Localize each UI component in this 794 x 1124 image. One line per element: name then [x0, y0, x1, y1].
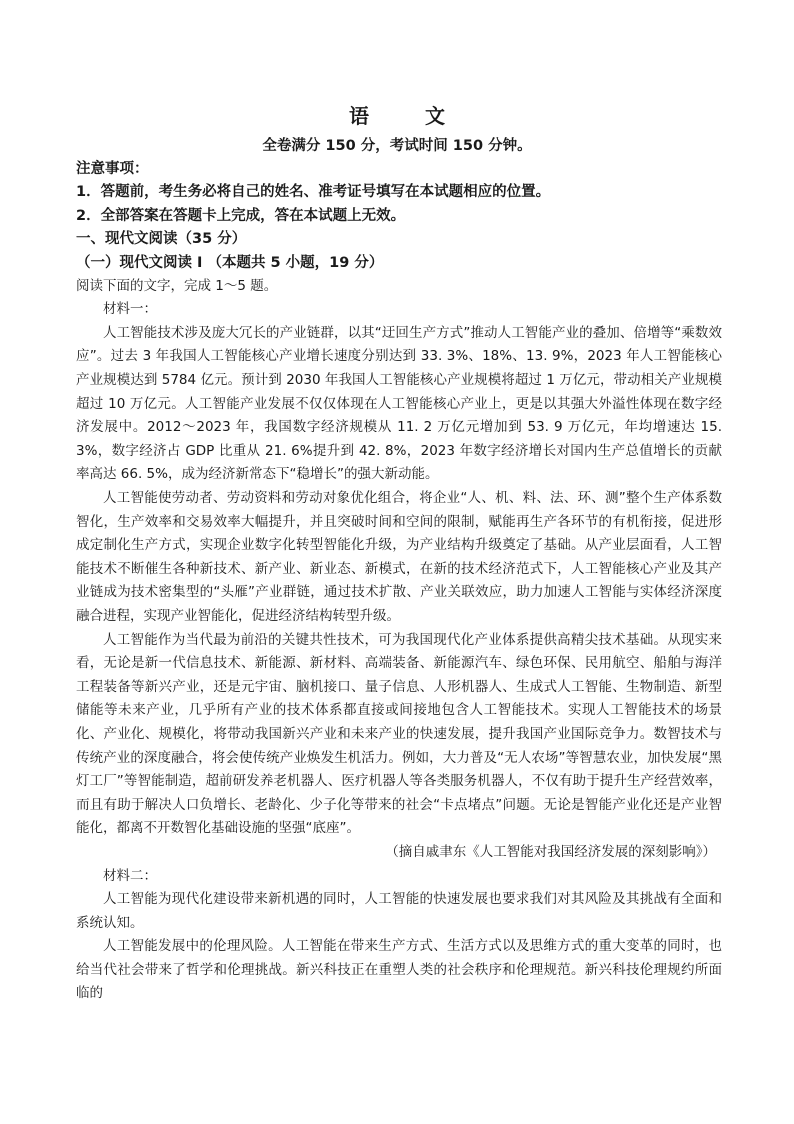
notice-heading: 注意事项：	[76, 161, 149, 177]
exam-body	[76, 158, 722, 1006]
material1-label: 材料一：	[103, 301, 157, 318]
material1-paragraph-1: 人工智能技术涉及庞大冗长的产业链群，以其“迂回生产方式”推动人工智能产业的叠加、倍增等“乘数效应”。过去 3 年我国人工智能核心产业增长速度分别达到 33. 3%、18%、13. 9%，2023 年人工智能核心产业规模达到 5784 亿元。预计到 2030 年我国人工智能核心产业规模将超过 1 万亿元，带动相关产业规模超过 10 万亿元。人工智能产业发展不仅仅体现在人工智能核心产业上，更是以其强大外溢性体现在数字经济发展中。2012～2023 年，我国数字经济规模从 11. 2 万亿元增加到 53. 9 万亿元，年均增速达 15. 3%，数字经济占 GDP 比重从 21. 6%提升到 42. 8%，2023 年数字经济增长对国内生产总值增长的贡献率高达 66. 5%，成为经济新常态下“稳增长”的强大新动能。	[76, 324, 722, 483]
material1-text	[76, 322, 722, 841]
notice-item-2: 2．全部答案在答题卡上完成，答在本试题上无效。	[76, 207, 406, 224]
notice-item-1: 1．答题前，考生务必将自己的姓名、准考证号填写在本试题相应的位置。	[76, 184, 551, 201]
page-title: 语 文	[349, 104, 463, 128]
material1-paragraph-3: 人工智能作为当代最为前沿的关键共性技术，可为我国现代化产业体系提供高精尖技术基础。从现实来看，无论是新一代信息技术、新能源、新材料、高端装备、新能源汽车、绿色环保、民用航空、船舶与海洋工程装备等新兴产业，还是元宇宙、脑机接口、量子信息、人形机器人、生成式人工智能、生物制造、新型储能等未来产业，几乎所有产业的技术体系都直接或间接地包含人工智能技术。实现人工智能技术的场景化、产业化、规模化，将带动我国新兴产业和未来产业的快速发展，提升我国产业国际竞争力。数智技术与传统产业的深度融合，将会使传统产业焕发生机活力。例如，大力普及“无人农场”等智慧农业，加快发展“黑灯工厂”等智能制造，超前研发养老机器人、医疗机器人等各类服务机器人，不仅有助于提升生产经营效率，而且有助于解决人口负增长、老龄化、少子化等带来的社会“卡点堵点”问题。无论是智能产业化还是产业智能化，都离不开数智化基础设施的坚强“底座”。	[76, 631, 722, 837]
material1-source: （摘自戚聿东《人工智能对我国经济发展的深刻影响》）	[385, 843, 716, 860]
section-heading: 一、现代文阅读（35 分）	[76, 231, 247, 248]
material2-label: 材料二：	[103, 867, 157, 884]
material2-paragraph-1: 人工智能为现代化建设带来新机遇的同时，人工智能的快速发展也要求我们对其风险及其挑战有全面和系统认知。	[76, 890, 722, 931]
material2-text	[76, 888, 722, 1006]
reading-instruction: 阅读下面的文字，完成 1～5 题。	[76, 278, 278, 295]
section-subheading: （一）现代文阅读 I （本题共 5 小题，19 分）	[76, 254, 384, 271]
material2-paragraph-2: 人工智能发展中的伦理风险。人工智能在带来生产方式、生活方式以及思维方式的重大变革的同时，也给当代社会带来了哲学和伦理挑战。新兴科技正在重塑人类的社会秩序和伦理规范。新兴科技伦理规约所面临的	[76, 938, 722, 1002]
exam-info: 全卷满分 150 分，考试时间 150 分钟。	[262, 138, 532, 154]
material1-paragraph-2: 人工智能使劳动者、劳动资料和劳动对象优化组合，将企业“人、机、料、法、环、测”整个生产体系数智化，生产效率和交易效率大幅提升，并且突破时间和空间的限制，赋能再生产各环节的有机衔接，促进形成定制化生产方式，实现企业数字化转型智能化升级，为产业结构升级奠定了基础。从产业层面看，人工智能技术不断催生各种新技术、新产业、新业态、新模式，在新的技术经济范式下，人工智能核心产业及其产业链成为技术密集型的“头雁”产业群链，通过技术扩散、产业关联效应，助力加速人工智能与实体经济深度融合进程，实现产业智能化，促进经济结构转型升级。	[76, 490, 722, 624]
